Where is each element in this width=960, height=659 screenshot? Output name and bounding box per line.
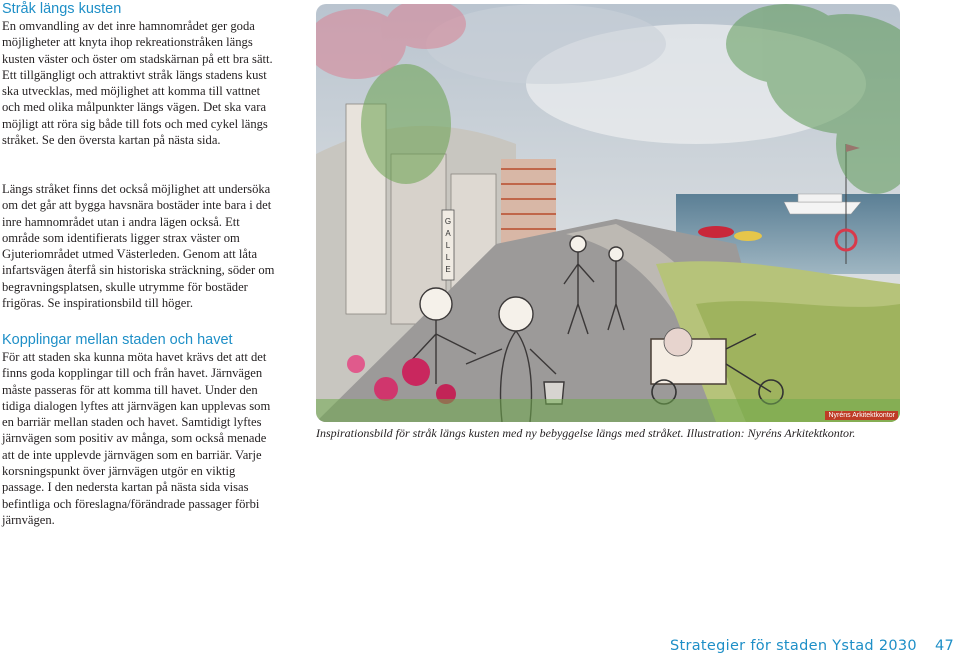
section-heading: Kopplingar mellan staden och havet [2,332,233,348]
illustration-drawing [316,4,900,422]
section-paragraph: Längs stråket finns det också möjlighet att undersöka om det går att bygga havsnära bostäder inte bara i det inre hamnområdet utan i andra lägen också. Ett område som identifierats ligger strax väster om Gjuteriområdet utmed Västerleden. Genom att låta infartsvägen återfå sin historiska sträckning, söder om begravningsplatsen, skulle utrymme för bostäder frigöras. Se inspirationsbild till höger. [2,182,275,311]
section-paragraph: För att staden ska kunna möta havet krävs det att det finns goda kopplingar till och från havet. Järnvägen måste passeras för att komma till havet. Under den tidiga dialogen lyftes att järnvägen kan upplevas som en barriär mellan staden och havet. Samtidigt lyftes järnvägen som positiv av många, som också menade att de inte upplevde järnvägen som en barriär. Varje korsningspunkt över järnvägen utgör en viktig passage. I den nedersta kartan på nästa sida visas befintliga och föreslagna/förändrade passager förbi järnvägen. [2,350,271,527]
footer-title: Strategier för staden Ystad 2030 [669,638,917,654]
page-footer [670,638,954,654]
figure-caption: Inspirationsbild för stråk längs kusten med ny bebyggelse längs med stråket. Illustration: Nyréns Arkitektkontor. [316,426,856,440]
illustration-credit: Nyréns Arkitektkontor [825,411,898,420]
galleri-sign [442,210,454,280]
svg-text:G: G [444,217,452,226]
section-havsnara-bostader [2,181,278,311]
svg-text:L: L [445,241,451,250]
section-kopplingar [2,332,278,528]
inspiration-illustration [316,4,900,422]
section-strak-langs-kusten [2,1,278,148]
section-paragraph: En omvandling av det inre hamnområdet ger goda möjligheter att knyta ihop rekreationstråken längs kusten väster och öster om stadskärnan på ett bra sätt. Ett tillgängligt och attraktivt stråk längs stadens kust ska utvecklas, med möjlighet att komma till vattnet och med olika målpunkter längs vägen. Det ska vara möjligt att röra sig både till fots och med cykel längs stråket. Se den översta kartan på nästa sida. [2,19,273,148]
svg-text:A: A [445,229,451,238]
svg-text:E: E [445,265,451,274]
section-heading: Stråk längs kusten [2,1,122,17]
page-number: 47 [934,638,954,654]
svg-text:L: L [445,253,451,262]
